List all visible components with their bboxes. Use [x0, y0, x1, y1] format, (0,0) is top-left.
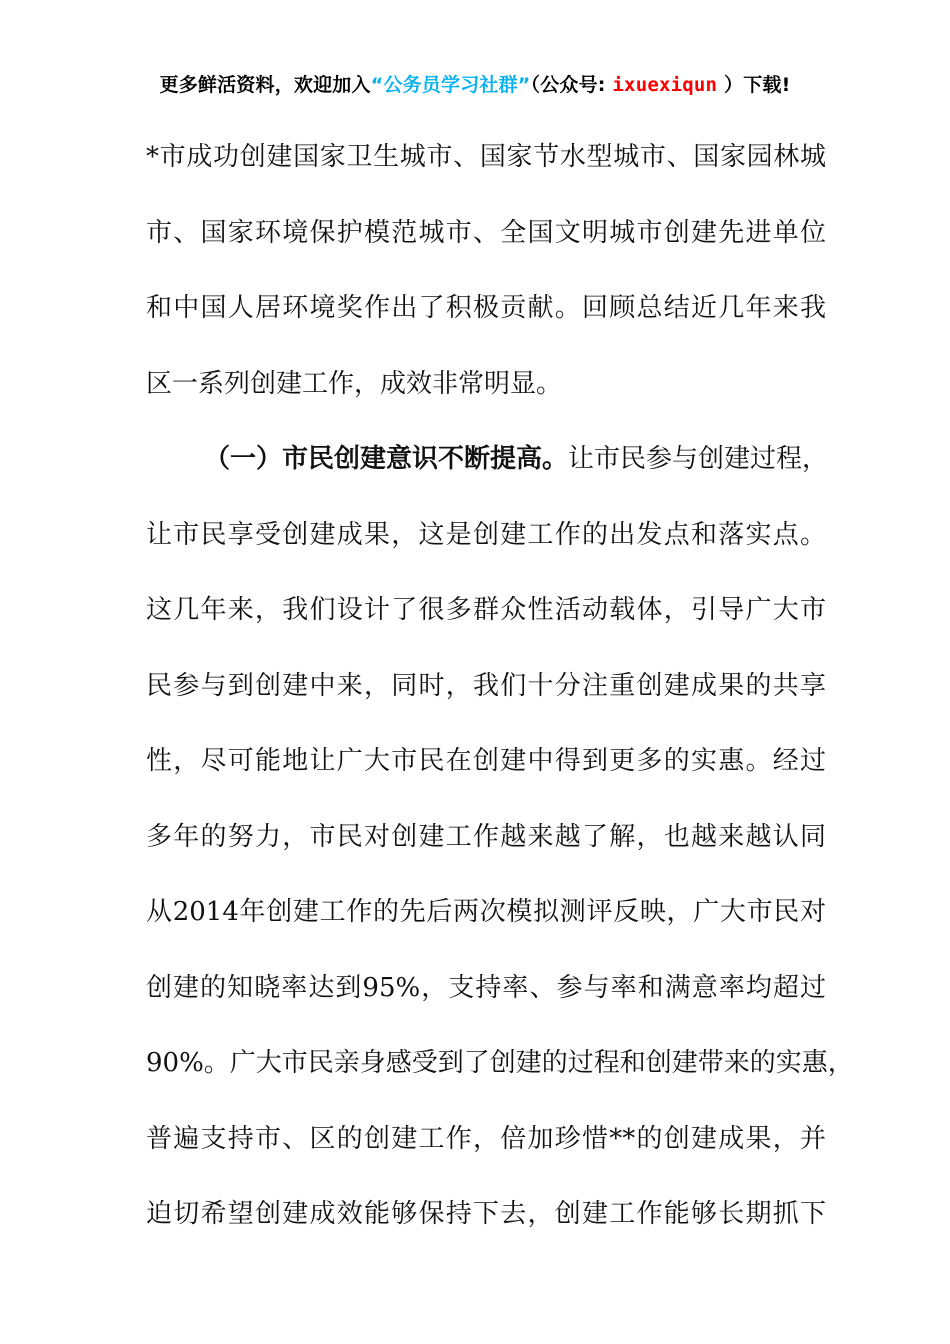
paragraph-2-line: 90%。广大市民亲身感受到了创建的过程和创建带来的实惠， — [146, 1048, 854, 1078]
paragraph-1-line: 和中国人居环境奖作出了积极贡献。回顾总结近几年来我 — [146, 293, 826, 323]
paragraph-2-line: 民参与到创建中来，同时，我们十分注重创建成果的共享 — [146, 670, 826, 701]
promo-banner — [0, 70, 950, 97]
paragraph-2-line: 这几年来，我们设计了很多群众性活动载体，引导广大市 — [146, 595, 826, 625]
paragraph-2-line: 多年的努力，市民对创建工作越来越了解，也越来越认同 — [146, 821, 826, 852]
paragraph-2-line: 创建的知晓率达到95%，支持率、参与率和满意率均超过 — [146, 972, 826, 1003]
paragraph-2-line: 迫切希望创建成效能够保持下去，创建工作能够长期抓下 — [146, 1199, 826, 1229]
paragraph-1-line: 区一系列创建工作，成效非常明显。 — [146, 368, 563, 399]
paragraph-2-line: 让市民享受创建成果，这是创建工作的出发点和落实点。 — [146, 519, 826, 550]
section-heading: （一）市民创建意识不断提高。 — [204, 444, 569, 474]
paragraph-2-first-line — [146, 422, 829, 498]
banner-account-prefix: （公众号: — [530, 74, 606, 96]
paragraph-1-line: 市、国家环境保护模范城市、全国文明城市创建先进单位 — [146, 217, 826, 248]
banner-group-name: “公务员学习社群” — [370, 74, 531, 96]
paragraph-2-lead: 让市民参与创建过程， — [568, 444, 829, 474]
paragraph-2-line: 普遍支持市、区的创建工作，倍加珍惜**的创建成果，并 — [146, 1123, 826, 1154]
paragraph-1-line: *市成功创建国家卫生城市、国家节水型城市、国家园林城 — [146, 142, 826, 172]
paragraph-2-line: 性，尽可能地让广大市民在创建中得到更多的实惠。经过 — [146, 746, 826, 776]
banner-prefix: 更多鲜活资料，欢迎加入 — [159, 74, 371, 96]
banner-suffix: ）下载! — [724, 74, 791, 96]
document-body — [146, 120, 854, 1253]
banner-account-id: ixuexiqun — [612, 74, 718, 96]
paragraph-2-line: 从2014年创建工作的先后两次模拟测评反映，广大市民对 — [146, 897, 826, 927]
